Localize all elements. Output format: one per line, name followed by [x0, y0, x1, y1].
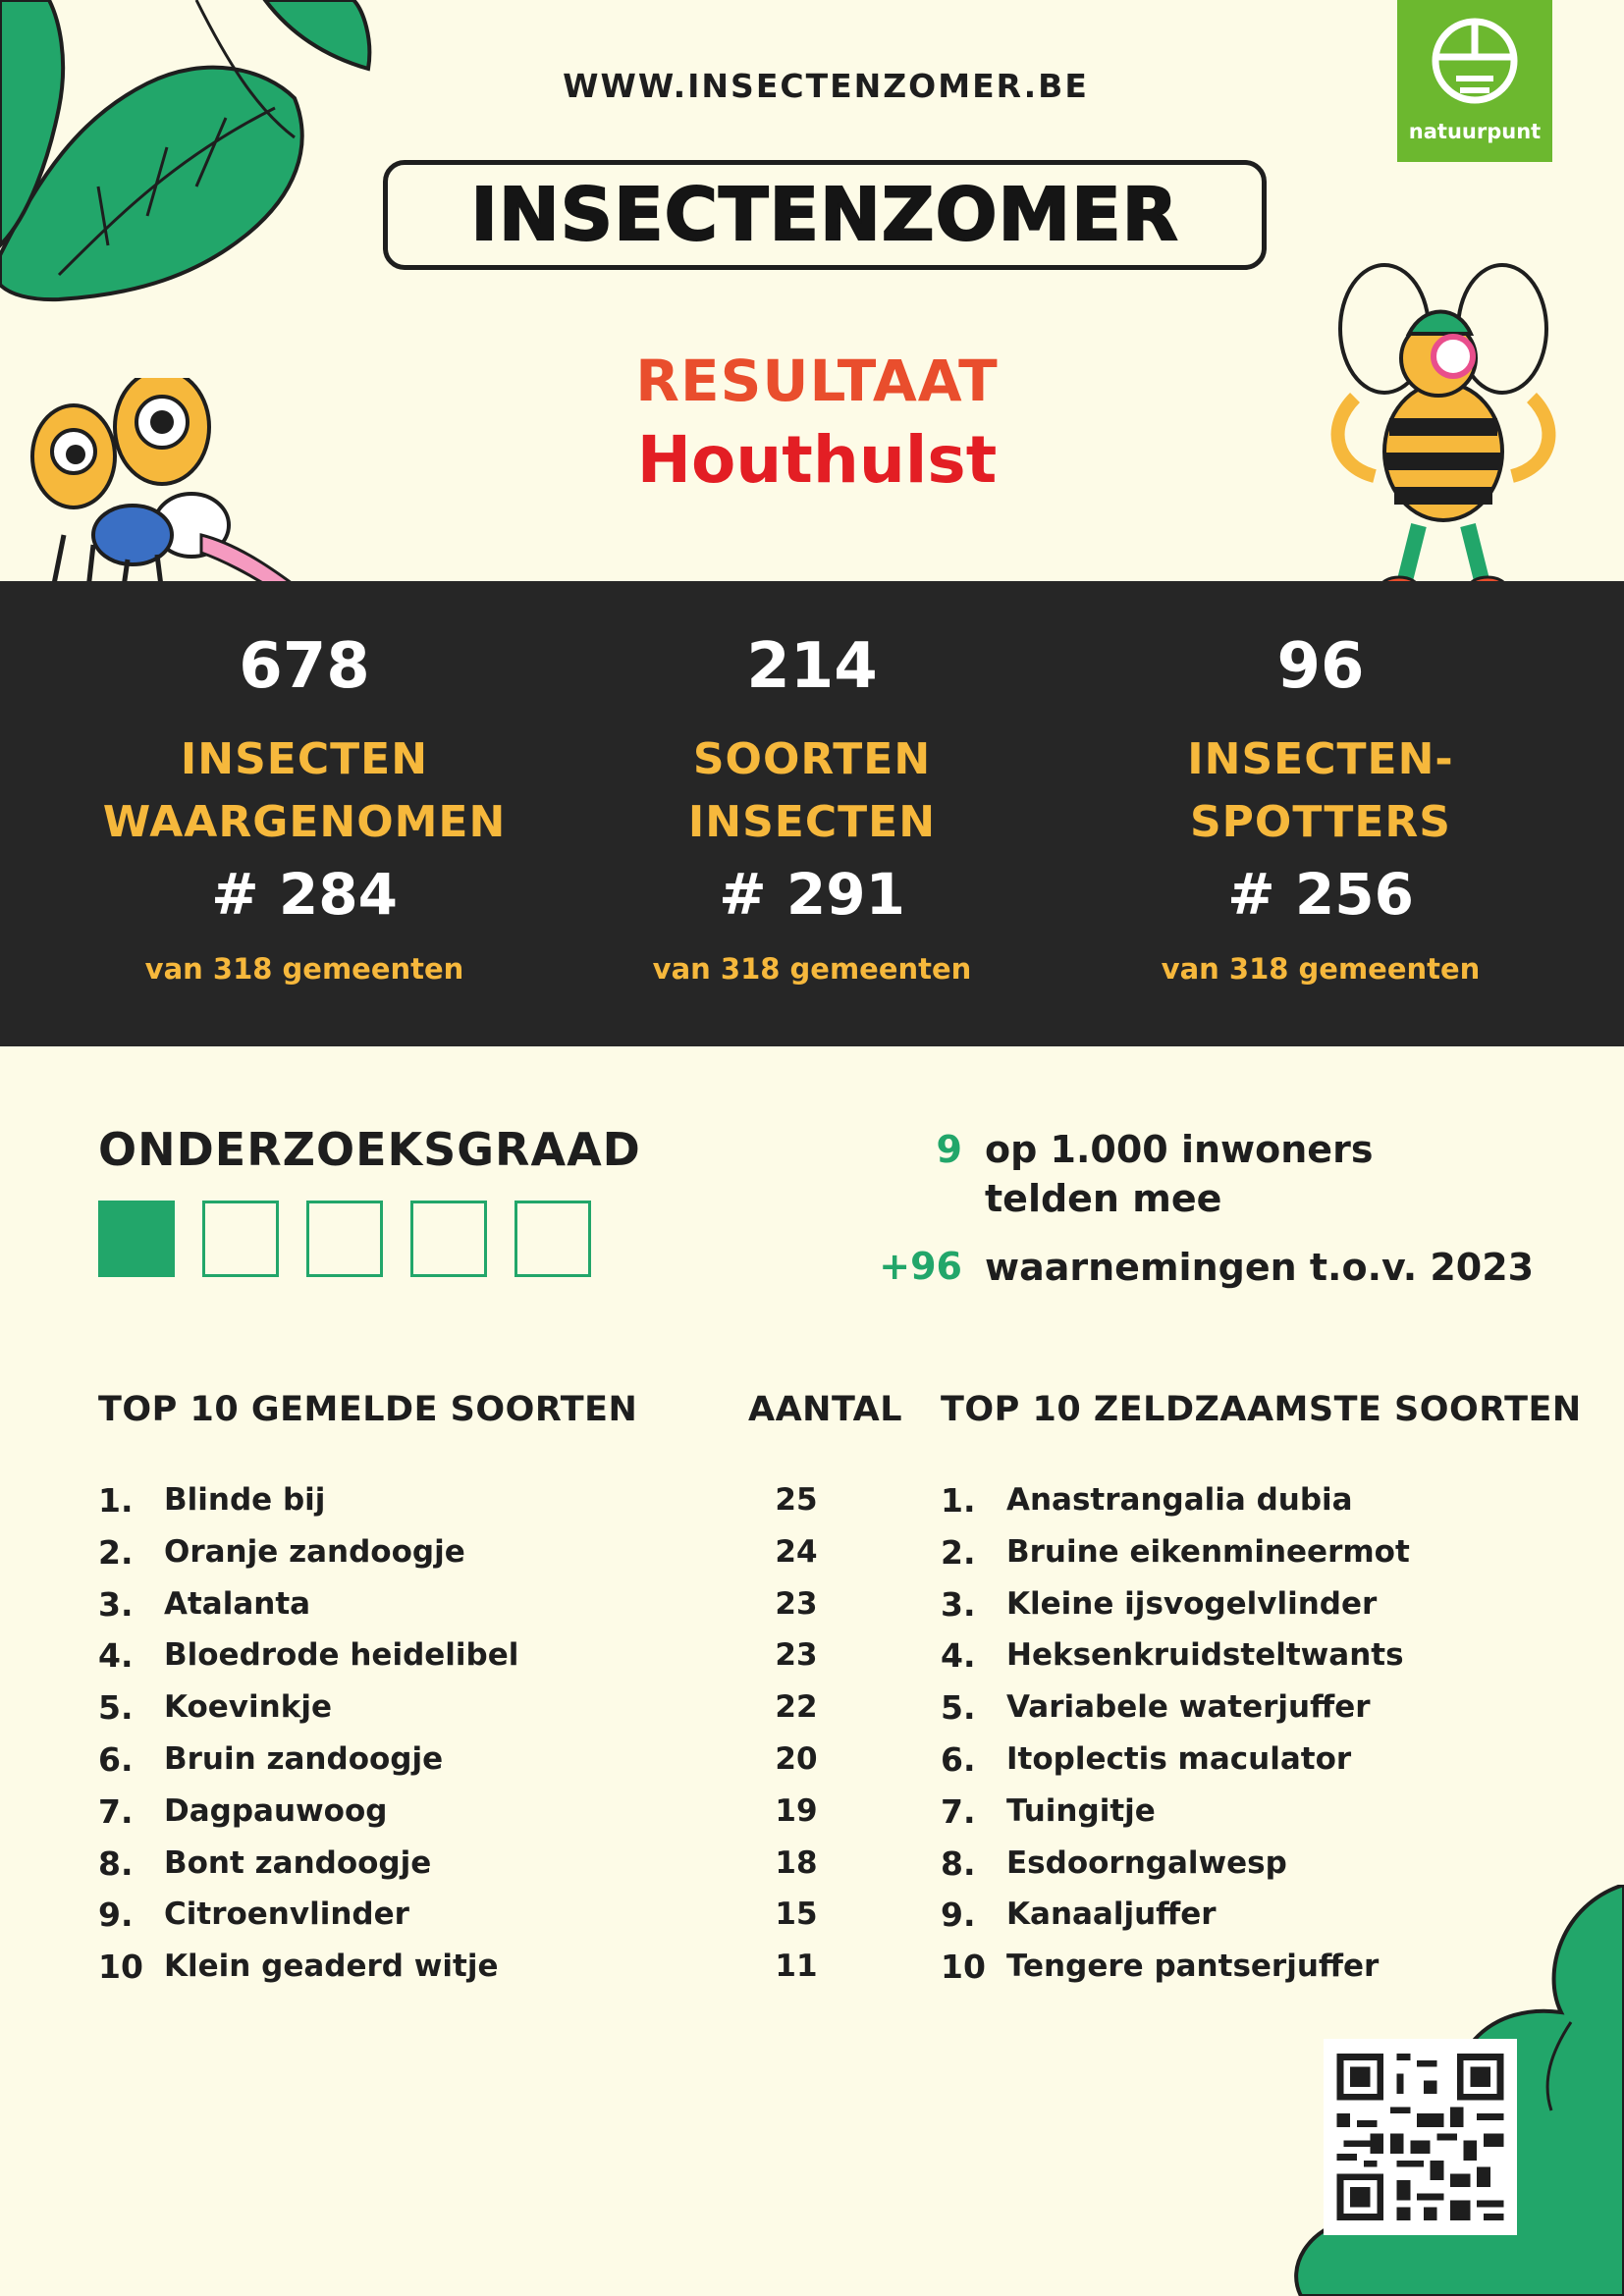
natuurpunt-label: natuurpunt — [1408, 120, 1542, 143]
list-item-name: Esdoorngalwesp — [1006, 1845, 1287, 1881]
list-item-name: Kleine ijsvogelvlinder — [1006, 1586, 1378, 1622]
stat-rank-total: van 318 gemeenten — [1161, 952, 1481, 986]
qr-code-frame[interactable] — [1324, 2039, 1517, 2235]
research-degree-box — [98, 1201, 175, 1277]
list-item-rank: 3. — [98, 1585, 134, 1624]
top-rare-title: TOP 10 ZELDZAAMSTE SOORTEN — [941, 1390, 1582, 1429]
list-item-name: Itoplectis maculator — [1006, 1741, 1352, 1777]
list-item-count: 25 — [775, 1482, 818, 1518]
research-degree-box — [306, 1201, 383, 1277]
list-item-rank: 1. — [98, 1481, 134, 1520]
insect-illustration-left — [15, 378, 309, 604]
list-item-name: Bruine eikenmineermot — [1006, 1534, 1410, 1570]
municipality-name: Houthulst — [636, 422, 998, 498]
stat-value: 678 — [239, 630, 370, 703]
list-item-rank: 9. — [941, 1896, 976, 1934]
list-item-name: Tengere pantserjuffer — [1006, 1949, 1380, 1984]
list-item-rank: 3. — [941, 1585, 976, 1624]
list-item-name: Variabele waterjuffer — [1006, 1689, 1371, 1725]
stat-observed — [49, 581, 560, 1046]
list-item-name: Kanaaljuffer — [1006, 1896, 1217, 1932]
observation-change-value: +96 — [879, 1245, 962, 1288]
list-item-count: 11 — [775, 1949, 818, 1984]
leaf-illustration-top-left — [0, 0, 383, 334]
list-item-name: Citroenvlinder — [164, 1896, 409, 1932]
list-item-rank: 5. — [98, 1688, 134, 1727]
qr-code-icon — [1324, 2039, 1517, 2235]
bee-illustration-right — [1316, 260, 1571, 609]
list-item-rank: 7. — [98, 1792, 134, 1831]
list-item-rank: 2. — [941, 1533, 976, 1572]
list-item-count: 19 — [775, 1793, 818, 1829]
top-reported-title: TOP 10 GEMELDE SOORTEN — [98, 1390, 638, 1429]
list-item-name: Bruin zandoogje — [164, 1741, 444, 1777]
list-item-name: Dagpauwoog — [164, 1793, 388, 1829]
stat-value: 214 — [746, 630, 878, 703]
list-item-rank: 8. — [941, 1844, 976, 1883]
list-item-count: 20 — [775, 1741, 818, 1777]
participation-text: op 1.000 inwoners telden mee — [985, 1128, 1374, 1220]
site-url[interactable]: WWW.INSECTENZOMER.BE — [563, 67, 1089, 105]
list-item-rank: 2. — [98, 1533, 134, 1572]
list-item-rank: 4. — [941, 1636, 976, 1675]
stat-rank-total: van 318 gemeenten — [144, 952, 464, 986]
list-item-count: 24 — [775, 1534, 818, 1570]
stat-label: INSECTEN- SPOTTERS — [1187, 734, 1454, 847]
list-item-rank: 6. — [941, 1740, 976, 1779]
list-item-rank: 7. — [941, 1792, 976, 1831]
list-item-rank: 10 — [941, 1948, 986, 1986]
list-item-count: 18 — [775, 1845, 818, 1881]
stat-species — [557, 581, 1067, 1046]
list-item-name: Klein geaderd witje — [164, 1949, 499, 1984]
stat-label: SOORTEN INSECTEN — [687, 734, 937, 847]
list-item-name: Bont zandoogje — [164, 1845, 432, 1881]
research-degree-box — [202, 1201, 279, 1277]
list-item-rank: 8. — [98, 1844, 134, 1883]
list-item-rank: 5. — [941, 1688, 976, 1727]
list-item-rank: 10 — [98, 1948, 143, 1986]
list-item-rank: 6. — [98, 1740, 134, 1779]
stat-value: 96 — [1276, 630, 1365, 703]
list-item-rank: 1. — [941, 1481, 976, 1520]
research-degree-box — [514, 1201, 591, 1277]
natuurpunt-icon — [1397, 0, 1552, 118]
list-item-name: Anastrangalia dubia — [1006, 1482, 1353, 1518]
research-degree-box — [410, 1201, 487, 1277]
logo-wordmark: INSECTENZOMER — [470, 173, 1179, 257]
list-item-name: Oranje zandoogje — [164, 1534, 465, 1570]
list-item-name: Blinde bij — [164, 1482, 326, 1518]
list-item-count: 23 — [775, 1637, 818, 1673]
result-heading: RESULTAAT — [635, 347, 999, 414]
participation-value: 9 — [936, 1128, 962, 1171]
stat-rank-total: van 318 gemeenten — [652, 952, 972, 986]
list-item-count: 15 — [775, 1896, 818, 1932]
stat-label: INSECTEN WAARGENOMEN — [102, 734, 507, 847]
stat-rank: # 256 — [1227, 861, 1414, 928]
list-item-name: Atalanta — [164, 1586, 311, 1622]
list-item-rank: 4. — [98, 1636, 134, 1675]
list-item-name: Bloedrode heidelibel — [164, 1637, 519, 1673]
observation-change-text: waarnemingen t.o.v. 2023 — [985, 1246, 1535, 1289]
list-item-name: Koevinkje — [164, 1689, 332, 1725]
stat-rank: # 284 — [211, 861, 398, 928]
count-column-header: AANTAL — [748, 1390, 903, 1429]
stat-spotters — [1065, 581, 1576, 1046]
research-degree-title: ONDERZOEKSGRAAD — [98, 1123, 641, 1176]
list-item-name: Tuingitje — [1006, 1793, 1156, 1829]
list-item-name: Heksenkruidsteltwants — [1006, 1637, 1404, 1673]
list-item-rank: 9. — [98, 1896, 134, 1934]
stat-rank: # 291 — [719, 861, 905, 928]
list-item-count: 22 — [775, 1689, 818, 1725]
list-item-count: 23 — [775, 1586, 818, 1622]
